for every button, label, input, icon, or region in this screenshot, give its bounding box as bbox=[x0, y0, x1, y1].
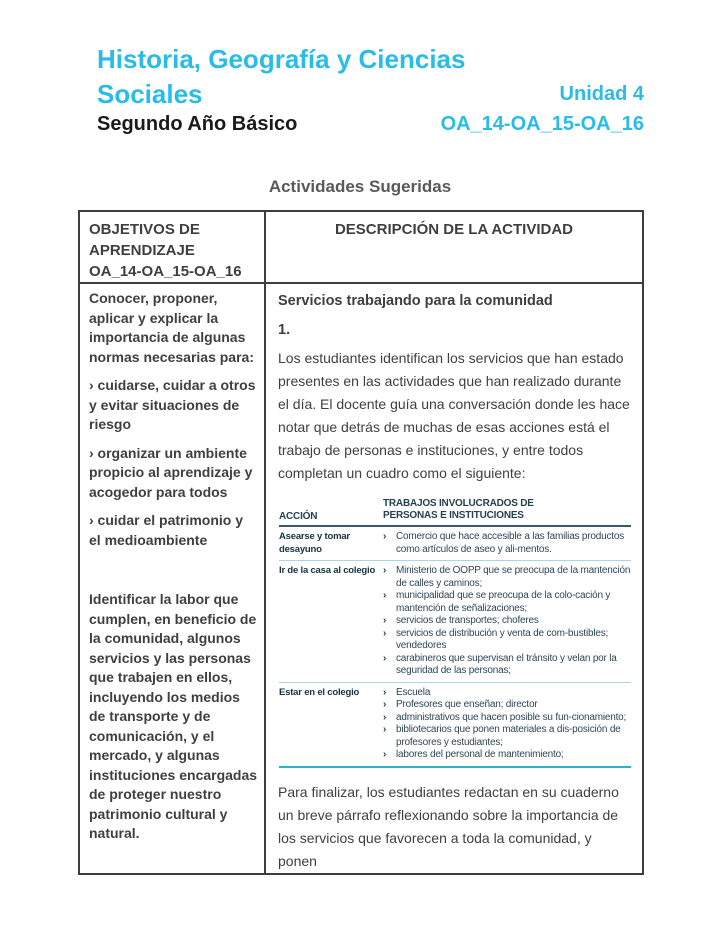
grade-label: Segundo Año Básico bbox=[97, 113, 298, 135]
job-item-text: Escuela bbox=[396, 686, 431, 698]
job-item-text: Comercio que hace accesible a las familias productos como artículos de aseo y ali-mentos. bbox=[396, 531, 625, 555]
activity-step-number: 1. bbox=[278, 322, 291, 338]
objectives-column-header: OBJETIVOS DE APRENDIZAJE OA_14-OA_15-OA_16 bbox=[79, 211, 265, 283]
chevron-bullet-icon: › bbox=[383, 615, 387, 626]
chevron-bullet-icon: › bbox=[383, 686, 387, 698]
job-item-text: servicios de distribución y venta de com-bustibles; vendedores bbox=[396, 627, 609, 651]
objective-bullet: › cuidarse, cuidar a otros y evitar situaciones de riesgo bbox=[89, 377, 256, 432]
second-objective: Identificar la labor que cumplen, en beneficio de la comunidad, algunos servicios y las personas que trabajen en ellos, incluyendo los medios de transporte y de comunicación, y el mercado, y algunas instituciones encargadas de proteger nuestro patrimonio cultural y natural. bbox=[89, 591, 258, 841]
job-item-text: Profesores que enseñan; director bbox=[396, 699, 538, 710]
job-item bbox=[383, 687, 631, 700]
subtable-items bbox=[383, 687, 631, 762]
activity-paragraph: Los estudiantes identifican los servicios que han estado presentes en las actividades que han realizado durante el día. El docente guía una conversación donde les hace notar que detrás de muchas de esas acciones está el trabajo de personas e instituciones, y entre todos completan un cuadro como el siguiente: bbox=[278, 350, 630, 481]
subtable-action-label: Estar en el colegio bbox=[279, 686, 360, 698]
chevron-bullet-icon: › bbox=[383, 627, 387, 639]
chevron-bullet-icon: › bbox=[383, 531, 387, 542]
job-item bbox=[383, 724, 631, 749]
jobs-subtable bbox=[279, 498, 631, 768]
closing-paragraph: Para finalizar, los estudiantes redactan en su cuaderno un breve párrafo reflexionando sobre la importancia de los servicios que favorecen a toda la comunidad, y ponen bbox=[278, 783, 619, 869]
subtable-row bbox=[279, 683, 631, 768]
subtable-action-header: ACCIÓN bbox=[279, 511, 318, 522]
job-item bbox=[383, 712, 631, 725]
job-item bbox=[383, 590, 631, 615]
job-item-text: carabineros que supervisan el tránsito y velan por la seguridad de las personas; bbox=[396, 652, 617, 676]
chevron-bullet-icon: › bbox=[383, 711, 387, 723]
job-item bbox=[383, 628, 631, 653]
subtable-items bbox=[383, 565, 631, 678]
chevron-bullet-icon: › bbox=[383, 590, 387, 601]
job-item-text: Ministerio de OOPP que se preocupa de la mantención de calles y caminos; bbox=[396, 565, 631, 589]
chevron-bullet-icon: › bbox=[383, 565, 387, 576]
subtable-items bbox=[383, 531, 631, 556]
chevron-bullet-icon: › bbox=[383, 749, 387, 760]
document-header bbox=[97, 42, 644, 136]
job-item-text: labores del personal de mantenimiento; bbox=[396, 749, 564, 760]
job-item bbox=[383, 699, 631, 712]
job-item bbox=[383, 565, 631, 590]
chevron-bullet-icon: › bbox=[383, 652, 387, 664]
activities-table bbox=[78, 210, 644, 875]
table-body-row bbox=[79, 283, 643, 874]
job-item bbox=[383, 531, 631, 556]
subtable-action-label: Ir de la casa al colegio bbox=[279, 565, 376, 576]
chevron-bullet-icon: › bbox=[383, 724, 387, 735]
subtable-jobs-header: TRABAJOS INVOLUCRADOS DE PERSONAS E INSTITUCIONES bbox=[383, 498, 534, 521]
job-item-text: administrativos que hacen posible su fun-cionamiento; bbox=[396, 711, 627, 723]
job-item-text: municipalidad que se preocupa de la colo-cación y mantención de señalizaciones; bbox=[396, 590, 611, 614]
objective-bullet: › cuidar el patrimonio y el medioambiente bbox=[89, 512, 244, 548]
job-item bbox=[383, 615, 631, 628]
job-item-text: bibliotecarios que ponen materiales a dis-posición de profesores y estudiantes; bbox=[396, 724, 621, 748]
chevron-bullet-icon: › bbox=[383, 699, 387, 710]
objective-bullet: › organizar un ambiente propicio al aprendizaje y acogedor para todos bbox=[89, 444, 253, 500]
activity-cell bbox=[265, 283, 643, 874]
subtable-row bbox=[279, 561, 631, 683]
grade-row bbox=[97, 113, 644, 136]
subtable-header-row bbox=[279, 498, 631, 527]
subtable-row bbox=[279, 527, 631, 561]
objectives-cell bbox=[79, 283, 265, 874]
objective-intro: Conocer, proponer, aplicar y explicar la importancia de algunas normas necesarias para: bbox=[89, 290, 254, 365]
subtable-action-label: Asearse y tomar desayuno bbox=[279, 531, 350, 555]
oa-codes-label: OA_14-OA_15-OA_16 bbox=[440, 113, 644, 135]
job-item bbox=[383, 749, 631, 762]
activity-column-header: DESCRIPCIÓN DE LA ACTIVIDAD bbox=[265, 211, 643, 283]
section-title: Actividades Sugeridas bbox=[268, 177, 452, 196]
activity-title: Servicios trabajando para la comunidad bbox=[278, 293, 553, 309]
job-item-text: servicios de transportes; choferes bbox=[396, 615, 539, 626]
job-item bbox=[383, 653, 631, 678]
unit-label: Unidad 4 bbox=[559, 83, 644, 105]
subject-title: Historia, Geografía y Ciencias Sociales bbox=[97, 44, 466, 109]
table-header-row bbox=[79, 211, 643, 283]
